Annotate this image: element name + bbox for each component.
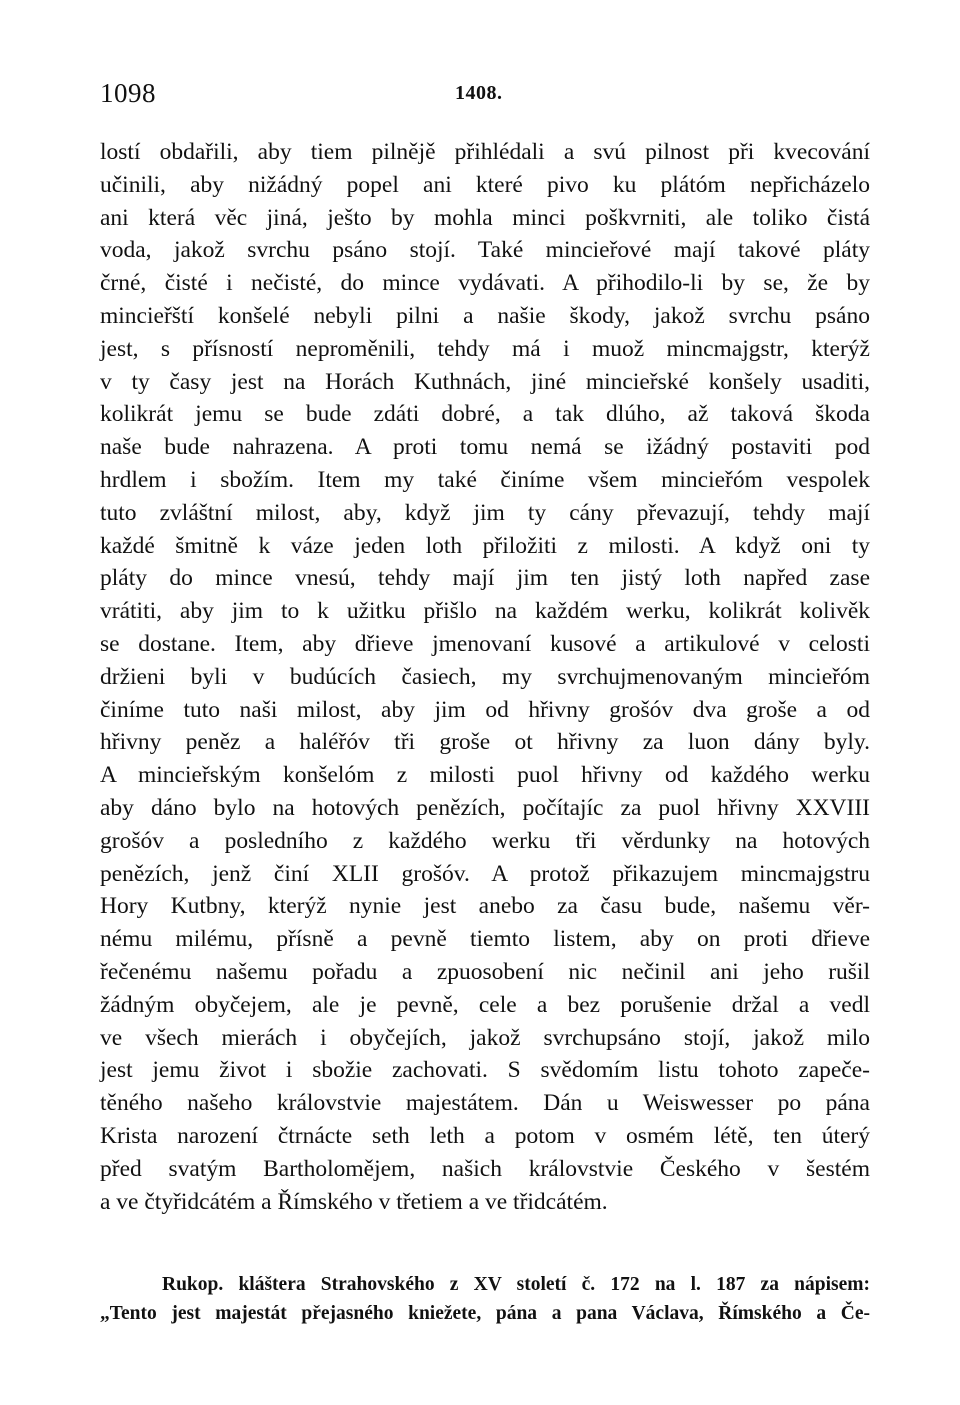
text-line: hřivny peněz a haléřóv tři groše ot hřivny za luon dány byly.	[100, 729, 870, 756]
text-line: jest jemu život i sbožie zachovati. S svědomím listu tohoto zapeče-	[100, 1057, 870, 1084]
text-line: držieni byli v budúcích časiech, my svrchujmenovaným mincieřóm	[100, 663, 870, 690]
footnote-line: Rukop. kláštera Strahovského z XV století č. 172 na l. 187 za nápisem:	[162, 1274, 870, 1295]
text-line: A mincieřským konšelóm z milosti puol hřivny od každého werku	[100, 762, 870, 789]
footnote-line: „Tento jest majestát přejasného kniežete, pána a pana Václava, Římského a Če-	[100, 1303, 870, 1324]
text-line: tuto zvláštní milost, aby, když jim ty cány převazují, tehdy mají	[100, 499, 870, 526]
footnote	[100, 1270, 870, 1328]
text-line: pláty do mince vnesú, tehdy mají jim ten jistý loth napřed zase	[100, 565, 870, 592]
text-line: nému milému, přísně a pevně tiemto listem, aby on proti dřieve	[100, 926, 870, 953]
text-line: Krista narození čtrnácte seth leth a potom v osmém létě, ten úterý	[100, 1122, 870, 1149]
text-line: mincieřští konšelé nebyli pilni a našie škody, jakož svrchu psáno	[100, 302, 870, 329]
text-line: črné, čisté i nečisté, do mince vydávati. A přihodilo-li by se, že by	[100, 270, 870, 297]
text-line: řečenému našemu pořadu a zpuosobení nic nečinil ani jeho rušil	[100, 958, 870, 985]
text-line: každé šmitně k váze jeden loth přiložiti z milosti. A když oni ty	[100, 532, 870, 559]
text-line: grošóv a posledního z každého werku tři věrdunky na hotových	[100, 827, 870, 854]
text-line: těného našeho královstvie majestátem. Dán u Weiswesser po pána	[100, 1090, 870, 1117]
text-line: lostí obdařili, aby tiem pilnějě přihlédali a svú pilnost při kvecování	[100, 139, 870, 165]
text-line: ani která věc jiná, ješto by mohla minci poškvrniti, ale toliko čistá	[100, 204, 870, 231]
text-line: jest, s přísností neproměnili, tehdy má i muož mincmajgstr, kterýž	[100, 335, 870, 362]
text-line: aby dáno bylo na hotových penězích, počítajíc za puol hřivny XXVIII	[100, 794, 870, 821]
text-line: kolikrát jemu se bude zdáti dobré, a tak dlúho, až taková škoda	[100, 401, 870, 428]
text-line: a ve čtyřidcátém a Římského v třetiem a ve třidcátém.	[100, 1188, 608, 1215]
main-text	[100, 136, 870, 1218]
text-line: žádným obyčejem, ale je pevně, cele a bez porušenie držal a vedl	[100, 991, 870, 1018]
running-year: 1408.	[455, 82, 503, 104]
text-line: Hory Kutbny, kterýž nynie jest anebo za času bude, našemu věr-	[100, 893, 870, 920]
text-line: v ty časy jest na Horách Kuthnách, jiné mincieřské konšely usaditi,	[100, 368, 870, 395]
text-line: se dostane. Item, aby dřieve jmenovaní kusové a artikulové v celosti	[100, 630, 870, 657]
text-line: voda, jakož svrchu psáno stojí. Také mincieřové mají takové pláty	[100, 237, 870, 264]
text-line: učinili, aby nižádný popel ani které pivo ku plátóm nepřicházelo	[100, 171, 870, 198]
text-line: hrdlem i sbožím. Item my také činíme všem mincieřóm vespolek	[100, 466, 870, 493]
text-line: penězích, jenž činí XLII grošóv. A protož přikazujem mincmajgstru	[100, 860, 870, 887]
page-header	[100, 78, 866, 118]
text-line: vrátiti, aby jim to k užitku přišlo na každém werku, kolikrát kolivěk	[100, 598, 870, 625]
page-number: 1098	[100, 78, 156, 108]
text-line: ve všech mierách i obyčejích, jakož svrchupsáno stojí, jakož milo	[100, 1024, 870, 1051]
text-line: před svatým Bartholomějem, našich královstvie Českého v šestém	[100, 1155, 870, 1182]
text-line: činíme tuto naši milost, aby jim od hřivny grošóv dva groše a od	[100, 696, 870, 723]
text-line: naše bude nahrazena. A proti tomu nemá se ižádný postaviti pod	[100, 434, 870, 461]
